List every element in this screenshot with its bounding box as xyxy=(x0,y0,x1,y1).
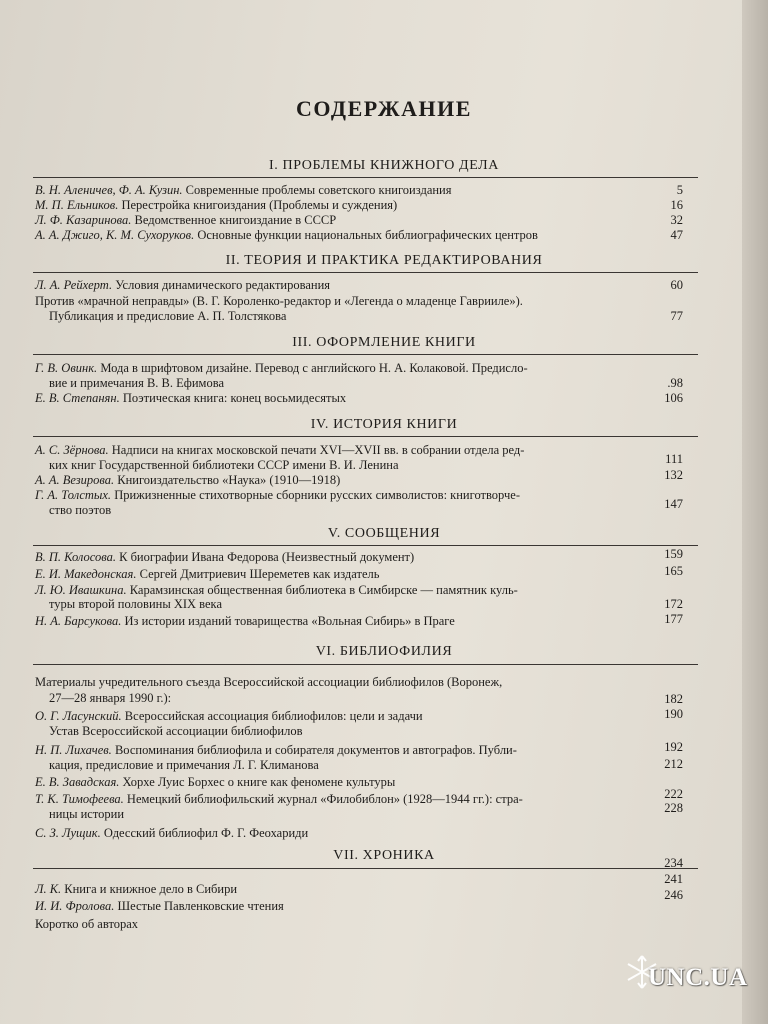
entry-author: В. П. Колосова. xyxy=(35,550,116,564)
entry-title: Сергей Дмитриевич Шереметев как издатель xyxy=(136,567,380,581)
entry-title: Перестройка книгоиздания (Проблемы и суждения) xyxy=(118,198,398,212)
toc-entry xyxy=(35,597,717,612)
entry-page: 106 xyxy=(664,391,683,405)
entry-author: А. А. Везирова. xyxy=(35,473,115,487)
toc-entry xyxy=(35,899,703,914)
entry-title: К биографии Ивана Федорова (Неизвестный документ) xyxy=(115,550,415,564)
entry-page: 159 xyxy=(664,547,683,561)
toc-entry xyxy=(35,758,717,773)
toc-entry xyxy=(35,361,703,376)
entry-title: Ведомственное книгоиздание в СССР xyxy=(131,213,337,227)
entry-author: А. С. Зёрнова. xyxy=(35,443,109,457)
toc-entry xyxy=(35,391,703,406)
toc-entry xyxy=(35,724,717,739)
toc-entry xyxy=(35,503,717,518)
section-heading-3: III. ОФОРМЛЕНИЕ КНИГИ xyxy=(292,335,476,350)
entry-title: Немецкий библиофильский журнал «Филобиблон» (1928—1944 гг.): стра- xyxy=(123,792,523,806)
entry-title: Устав Всероссийской ассоциации библиофилов xyxy=(49,724,303,738)
entry-title: Условия динамического редактирования xyxy=(112,278,331,292)
entry-author: Е. В. Степанян. xyxy=(35,391,120,405)
entry-author: Е. В. Завадская. xyxy=(35,775,120,789)
toc-entry xyxy=(35,309,717,324)
section-heading-5: V. СООБЩЕНИЯ xyxy=(327,526,441,541)
section-heading-1: I. ПРОБЛЕМЫ КНИЖНОГО ДЕЛА xyxy=(269,158,499,173)
toc-entry xyxy=(35,473,703,488)
entry-author: Т. К. Тимофеева. xyxy=(35,792,124,806)
entry-author: Г. А. Толстых. xyxy=(35,488,112,502)
toc-entry xyxy=(35,278,703,293)
section-divider xyxy=(33,272,698,273)
toc-entry xyxy=(35,882,703,897)
entry-title: Публикация и предисловие А. П. Толстякова xyxy=(49,309,287,323)
section-divider xyxy=(33,868,698,869)
entry-title: ницы истории xyxy=(49,807,125,821)
entry-page: 111 xyxy=(665,452,683,466)
toc-entry xyxy=(35,213,703,228)
entry-title: Основные функции национальных библиографических центров xyxy=(194,228,538,242)
entry-page: 241 xyxy=(664,872,683,886)
toc-entry xyxy=(35,183,703,198)
entry-title: Надписи на книгах московской печати XVI—XVII вв. в собрании отдела ред- xyxy=(108,443,525,457)
entry-page: 60 xyxy=(670,278,683,292)
toc-entry xyxy=(35,826,703,841)
entry-page: 5 xyxy=(676,183,683,197)
entry-title: Современные проблемы советского книгоиздания xyxy=(182,183,452,197)
entry-title: Прижизненные стихотворные сборники русских символистов: книготворче- xyxy=(111,488,520,502)
entry-author: Н. П. Лихачев. xyxy=(35,743,112,757)
section-divider xyxy=(33,664,698,665)
entry-title: ство поэтов xyxy=(49,503,112,517)
watermark xyxy=(638,944,752,1010)
entry-title: Всероссийская ассоциация библиофилов: цели и задачи xyxy=(121,709,423,723)
entry-title: Воспоминания библиофила и собирателя документов и автографов. Публи- xyxy=(111,743,517,757)
entry-title: Коротко об авторах xyxy=(35,917,139,931)
entry-title: Против «мрачной неправды» (В. Г. Короленко-редактор и «Легенда о младенце Гаврииле»). xyxy=(35,294,523,308)
entry-page: .98 xyxy=(667,376,683,390)
entry-title: Шестые Павленковские чтения xyxy=(114,899,284,913)
toc-entry xyxy=(35,458,717,473)
entry-title: 27—28 января 1990 г.): xyxy=(49,691,172,705)
toc-entry xyxy=(35,294,703,309)
entry-author: Л. Ю. Ивашкина. xyxy=(35,583,127,597)
entry-author: Г. В. Овинк. xyxy=(35,361,98,375)
entry-page: 132 xyxy=(664,468,683,482)
entry-page: 147 xyxy=(664,497,683,511)
section-divider xyxy=(33,436,698,437)
entry-title: Одесский библиофил Ф. Г. Феохариди xyxy=(100,826,309,840)
entry-page: 228 xyxy=(664,801,683,815)
entry-author: Л. К. xyxy=(35,882,62,896)
entry-page: 77 xyxy=(670,309,683,323)
entry-page: 32 xyxy=(670,213,683,227)
section-divider xyxy=(33,177,698,178)
entry-title: Из истории изданий товарищества «Вольная Сибирь» в Праге xyxy=(121,614,455,628)
toc-entry xyxy=(35,567,703,582)
entry-page: 177 xyxy=(664,612,683,626)
toc-entry xyxy=(35,917,703,932)
toc-entry xyxy=(35,775,703,790)
entry-author: О. Г. Ласунский. xyxy=(35,709,122,723)
toc-entry xyxy=(35,792,703,807)
toc-entry xyxy=(35,376,717,391)
section-heading-4: IV. ИСТОРИЯ КНИГИ xyxy=(310,417,458,432)
entry-title: кация, предисловие и примечания Л. Г. Климанова xyxy=(49,758,319,772)
toc-entry xyxy=(35,675,703,690)
section-divider xyxy=(33,545,698,546)
entry-author: Е. И. Македонская. xyxy=(35,567,137,581)
section-divider xyxy=(33,354,698,355)
toc-entry xyxy=(35,807,717,822)
entry-title: вие и примечания В. В. Ефимова xyxy=(49,376,224,390)
toc-entry xyxy=(35,614,703,629)
toc-entry xyxy=(35,488,703,503)
entry-title: Книга и книжное дело в Сибири xyxy=(61,882,238,896)
entry-page: 192 xyxy=(664,740,683,754)
entry-author: А. А. Джиго, К. М. Сухоруков. xyxy=(35,228,195,242)
entry-page: 222 xyxy=(664,787,683,801)
entry-author: В. Н. Аленичев, Ф. А. Кузин. xyxy=(35,183,183,197)
page-edge xyxy=(742,0,768,1024)
entry-author: М. П. Ельников. xyxy=(35,198,119,212)
toc-entry xyxy=(35,743,703,758)
toc-entry xyxy=(35,583,703,598)
entry-page: 246 xyxy=(664,888,683,902)
entry-title: Книгоиздательство «Наука» (1910—1918) xyxy=(114,473,341,487)
entry-title: туры второй половины XIX века xyxy=(49,597,222,611)
section-heading-6: VI. БИБЛИОФИЛИЯ xyxy=(315,644,453,659)
toc-entry xyxy=(35,443,703,458)
entry-page: 165 xyxy=(664,564,683,578)
toc-entry xyxy=(35,709,703,724)
entry-page: 212 xyxy=(664,757,683,771)
entry-page: 234 xyxy=(664,856,683,870)
section-heading-2: II. ТЕОРИЯ И ПРАКТИКА РЕДАКТИРОВАНИЯ xyxy=(225,253,543,268)
page-title: СОДЕРЖАНИЕ xyxy=(296,96,472,121)
entry-author: Н. А. Барсукова. xyxy=(35,614,122,628)
entry-author: С. З. Лущик. xyxy=(35,826,101,840)
entry-page: 190 xyxy=(664,707,683,721)
entry-author: Л. А. Рейхерт. xyxy=(35,278,113,292)
entry-author: Л. Ф. Казаринова. xyxy=(35,213,132,227)
entry-page: 16 xyxy=(670,198,683,212)
toc-entry xyxy=(35,550,703,565)
entry-title: Материалы учредительного съезда Всероссийской ассоциации библиофилов (Воронеж, xyxy=(35,675,503,689)
entry-title: Карамзинская общественная библиотека в Симбирске — памятник куль- xyxy=(126,583,518,597)
section-heading-7: VII. ХРОНИКА xyxy=(333,848,435,863)
toc-entry xyxy=(35,198,703,213)
toc-entry xyxy=(35,228,703,243)
entry-author: И. И. Фролова. xyxy=(35,899,115,913)
entry-title: Мода в шрифтовом дизайне. Перевод с английского Н. А. Колаковой. Предисло- xyxy=(97,361,528,375)
watermark-text: UNC.UA xyxy=(648,964,748,991)
toc-entry xyxy=(35,691,717,706)
entry-page: 172 xyxy=(664,597,683,611)
entry-title: Хорхе Луис Борхес о книге как феномене культуры xyxy=(119,775,396,789)
entry-page: 182 xyxy=(664,692,683,706)
entry-title: ких книг Государственной библиотеки СССР имени В. И. Ленина xyxy=(49,458,399,472)
entry-title: Поэтическая книга: конец восьмидесятых xyxy=(119,391,347,405)
entry-page: 47 xyxy=(670,228,683,242)
